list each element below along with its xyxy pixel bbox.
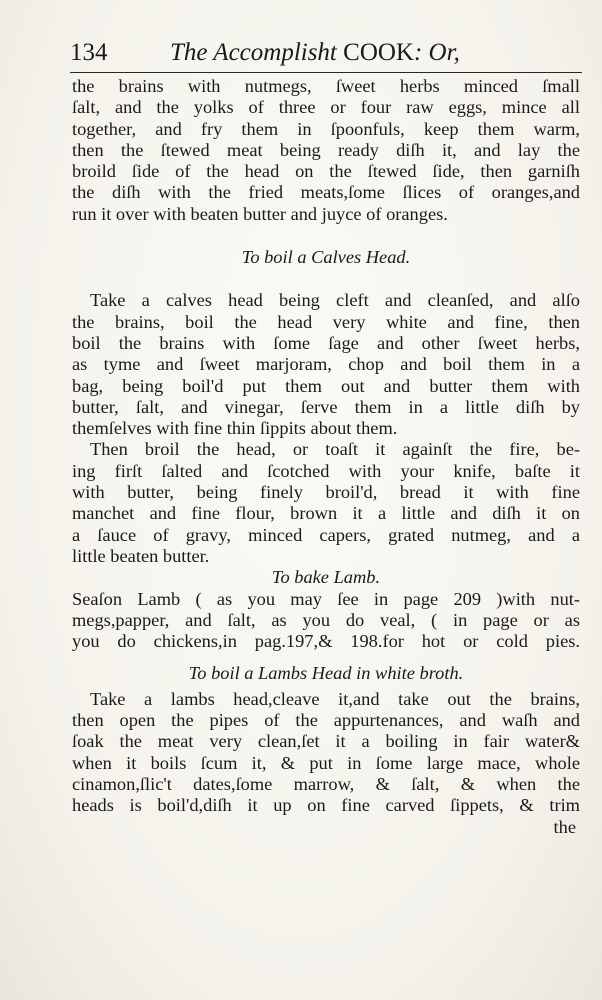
text-line: ſoak the meat very clean,ſet it a boiling in fair water& [72, 731, 580, 752]
text-line: broild ſide of the head on the ſtewed ſide, then garniſh [72, 161, 580, 182]
section-heading-bake-lamb: To bake Lamb. [271, 567, 381, 588]
paragraph-calves-head [72, 290, 580, 439]
text-line: the brains with nutmegs, ſweet herbs minced ſmall [72, 76, 580, 96]
text-line: Seaſon Lamb ( as you may ſee in page 209 )with nut- [72, 588, 580, 609]
running-title-italic: The Accomplisht [170, 39, 337, 66]
text-line: when it boils ſcum it, & put in ſome large mace, whole [72, 752, 580, 773]
paragraph-continued [72, 76, 580, 225]
text-line: the brains, boil the head very white and fine, then [72, 311, 580, 332]
text-line: Take a calves head being cleft and cleanſed, and alſo [90, 290, 580, 311]
text-line: ing firſt ſalted and ſcotched with your knife, baſte it [72, 460, 580, 481]
text-line: together, and fry them in ſpoonfuls, keep them warm, [72, 118, 580, 139]
text-line: megs,papper, and ſalt, as you do veal, ( in page or as [72, 609, 580, 630]
paragraph-lambs-head [72, 689, 580, 817]
section-heading-lambs-head: To boil a Lambs Head in white broth. [188, 663, 464, 684]
text-line: ſalt, and the yolks of three or four raw eggs, mince all [72, 97, 580, 118]
text-line: cinamon,ſlic't dates,ſome marrow, & ſalt, & when the [72, 773, 580, 794]
text-line: with butter, being finely broil'd, bread it with fine [72, 482, 580, 503]
paragraph-bake-lamb [72, 589, 580, 653]
text-line: Take a lambs head,cleave it,and take out the brains, [90, 688, 580, 709]
paragraph-calves-head-broil [72, 439, 580, 567]
text-line: boil the brains with ſome ſage and other ſweet herbs, [72, 332, 580, 353]
text-line: as tyme and ſweet marjoram, chop and boil them in a [72, 354, 580, 375]
text-line: the diſh with the fried meats,ſome ſlices of oranges,and [72, 182, 580, 203]
section-heading-calves-head: To boil a Calves Head. [241, 247, 411, 268]
text-line: a ſauce of gravy, minced capers, grated nutmeg, and a [72, 524, 580, 545]
text-line: Then broil the head, or toaſt it againſt the fire, be- [90, 439, 580, 460]
text-line: run it over with beaten butter and juyce of oranges. [72, 203, 448, 224]
text-line: you do chickens,in pag.197,& 198.for hot or cold pies. [72, 631, 580, 652]
text-line: then the ſtewed meat being ready diſh it, and lay the [72, 139, 580, 160]
text-line: heads is boil'd,diſh it up on fine carved ſippets, & trim [72, 795, 580, 816]
header-rule [70, 72, 582, 73]
page-body [72, 76, 580, 838]
running-header [70, 38, 580, 68]
running-title [170, 38, 460, 68]
running-title-caps: COOK [343, 39, 414, 66]
text-line: then open the pipes of the appurtenances, and waſh and [72, 710, 580, 731]
text-line: bag, being boil'd put them out and butter them with [72, 375, 580, 396]
running-title-suffix: : Or, [413, 39, 460, 66]
text-line: manchet and fine flour, brown it a little and diſh it on [72, 503, 580, 524]
text-line: little beaten butter. [72, 545, 210, 566]
page-number: 134 [70, 39, 108, 66]
text-line: themſelves with fine thin ſippits about them. [72, 418, 398, 439]
catchword: the [553, 816, 576, 837]
text-line: butter, ſalt, and vinegar, ſerve them in a little diſh by [72, 396, 580, 417]
